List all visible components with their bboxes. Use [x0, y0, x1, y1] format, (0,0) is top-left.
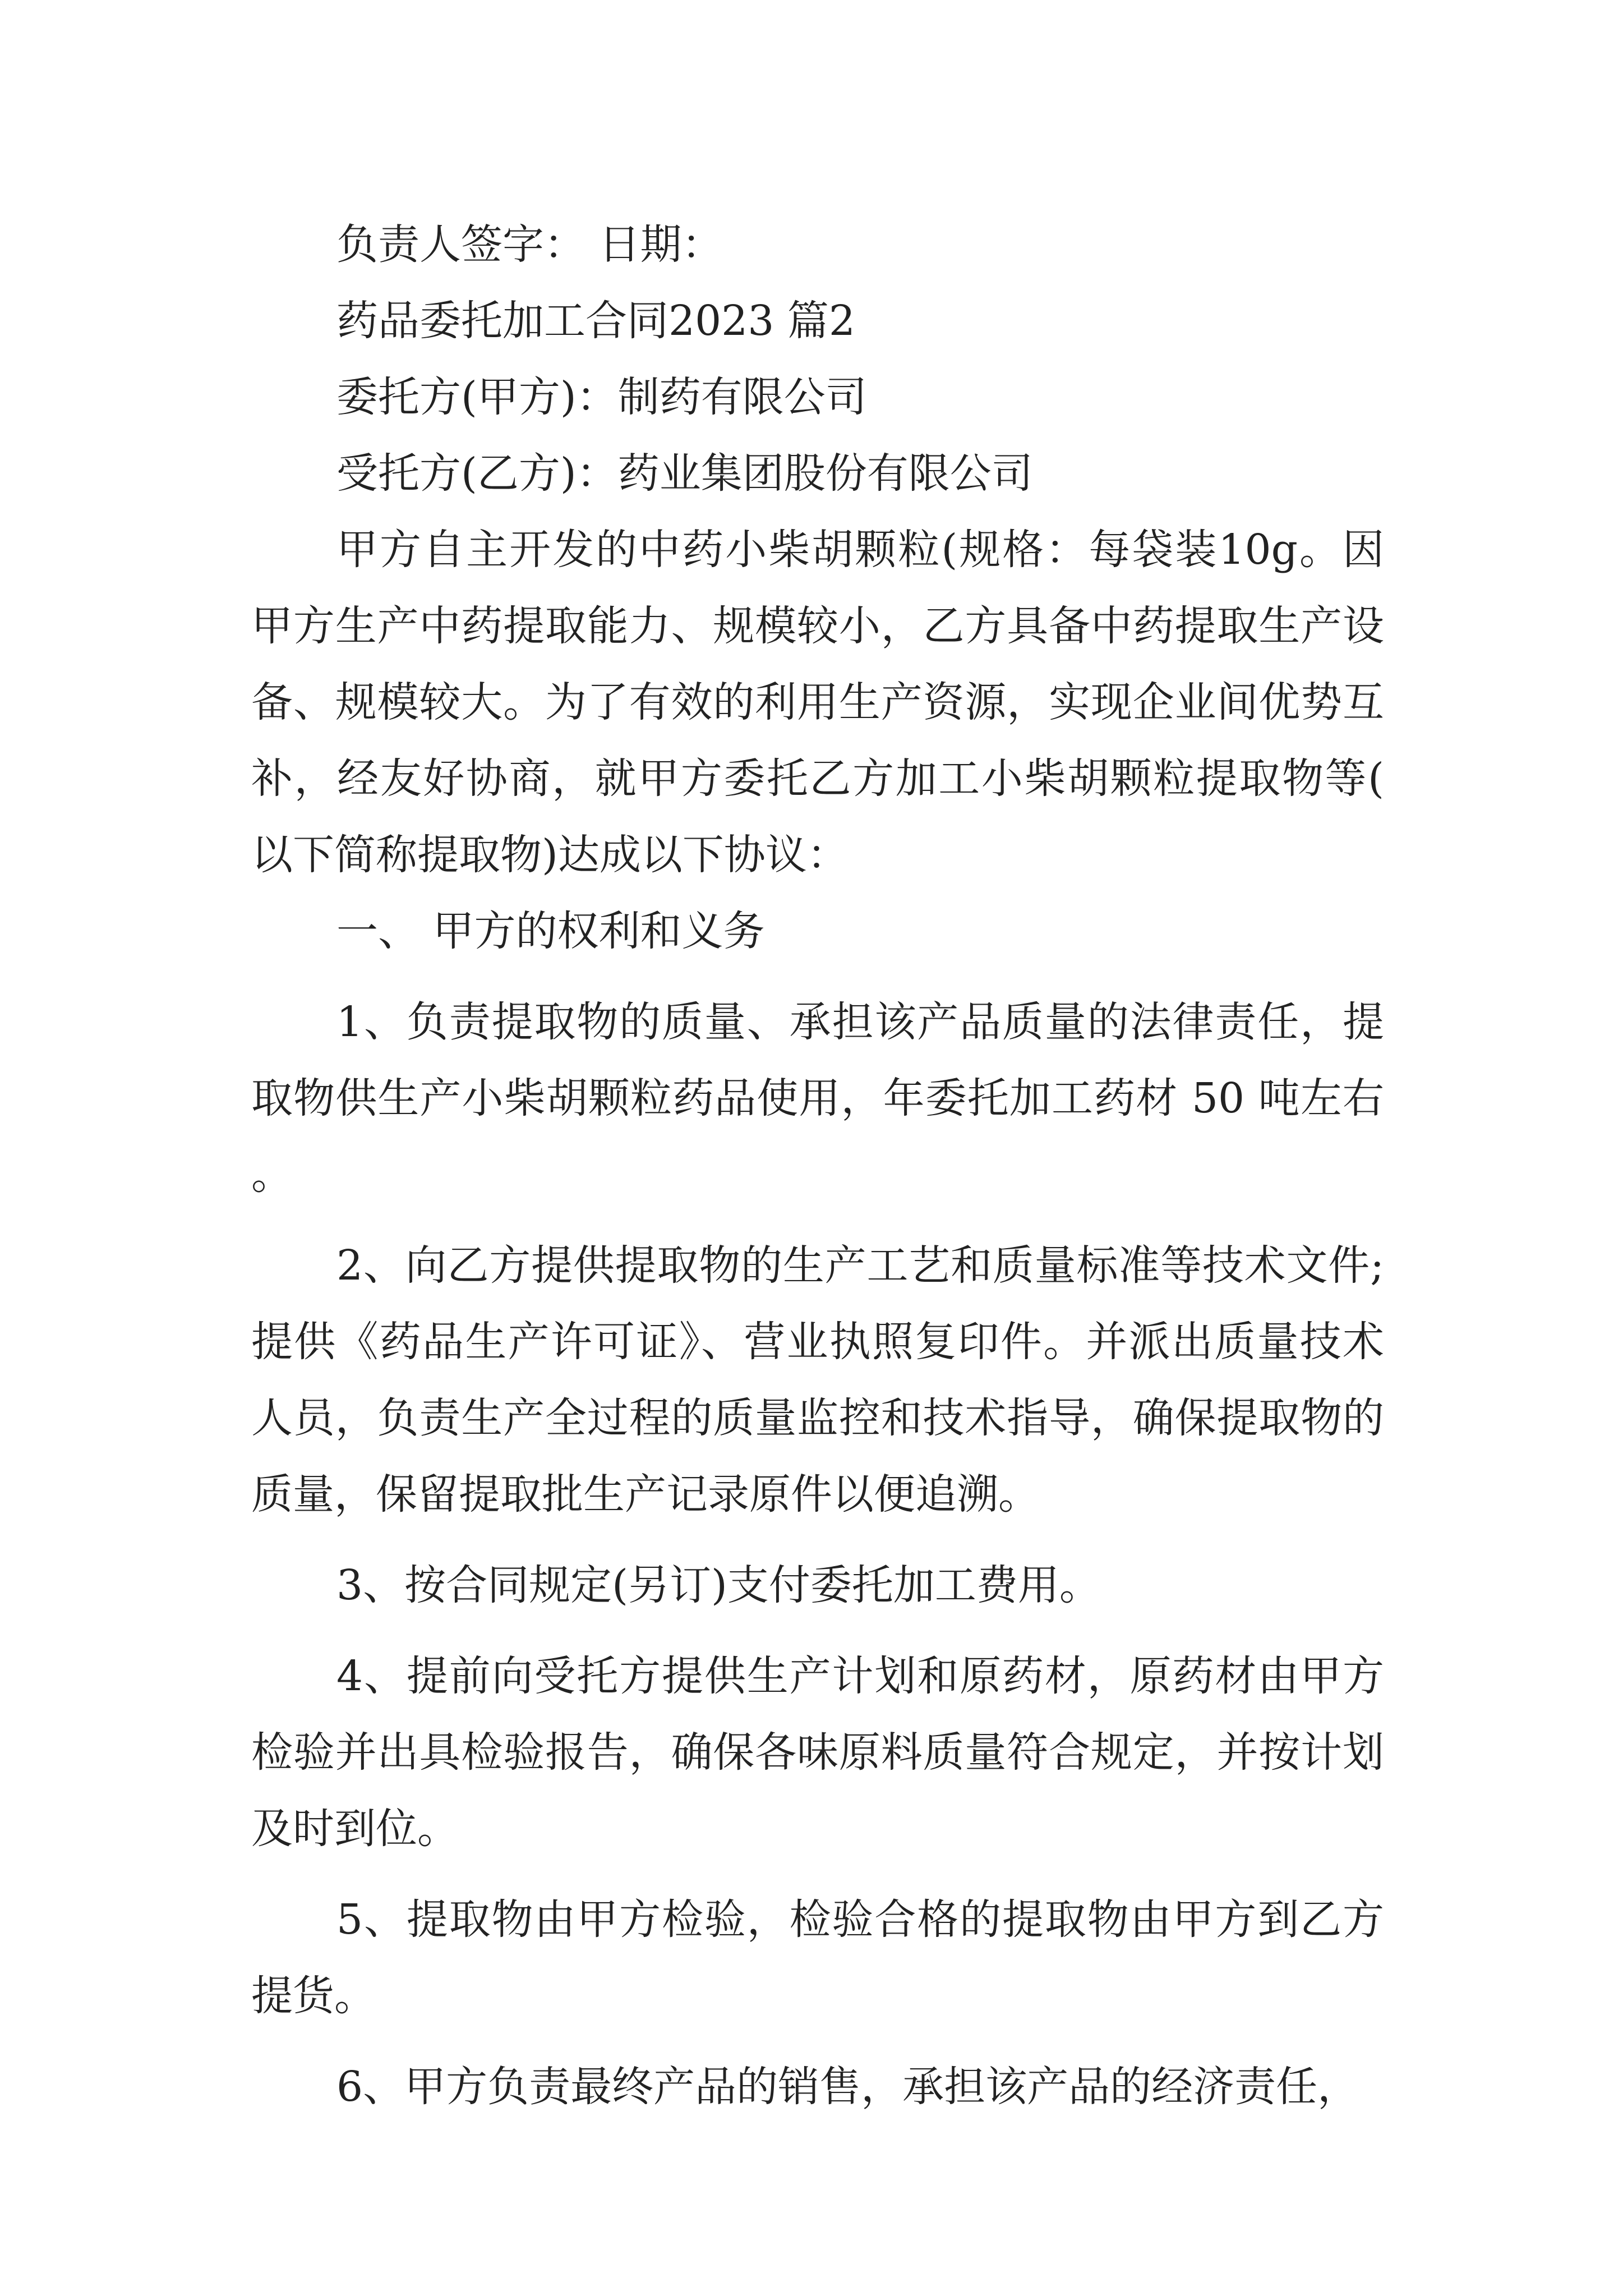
clause-3: 3、按合同规定(另订)支付委托加工费用。 — [336, 1561, 1101, 1609]
section-heading-party-a: 一、 甲方的权利和义务 — [336, 907, 765, 955]
contract-title: 药品委托加工合同2023 篇2 — [336, 297, 855, 345]
clause-5: 5、提取物由甲方检验，检验合格的提取物由甲方到乙方提货。 — [251, 1895, 1384, 2020]
clause-2: 2、向乙方提供提取物的生产工艺和质量标准等技术文件;提供《药品生产许可证》、营业执照复印件。并派出质量技术人员，负责生产全过程的质量监控和技术指导，确保提取物的质量，保留提取批生产记录原件以便追溯。 — [251, 1241, 1384, 1519]
document-body — [251, 206, 1384, 2125]
clause-6: 6、甲方负责最终产品的销售，承担该产品的经济责任， — [336, 2063, 1359, 2111]
clause-4: 4、提前向受托方提供生产计划和原药材，原药材由甲方检验并出具检验报告，确保各味原料质量符合规定，并按计划及时到位。 — [251, 1652, 1384, 1853]
party-a-line: 委托方(甲方)：制药有限公司 — [336, 373, 867, 421]
signature-date-line: 负责人签字： 日期： — [336, 220, 723, 269]
intro-paragraph: 甲方自主开发的中药小柴胡颗粒(规格：每袋装10g。因甲方生产中药提取能力、规模较小，乙方具备中药提取生产设备、规模较大。为了有效的利用生产资源，实现企业间优势互补，经友好协商，就甲方委托乙方加工小柴胡颗粒提取物等(以下简称提取物)达成以下协议： — [251, 526, 1384, 879]
party-b-line: 受托方(乙方)：药业集团股份有限公司 — [336, 449, 1033, 498]
clause-1: 1、负责提取物的质量、承担该产品质量的法律责任，提取物供生产小柴胡颗粒药品使用，年委托加工药材 50 吨左右。 — [251, 998, 1384, 1199]
